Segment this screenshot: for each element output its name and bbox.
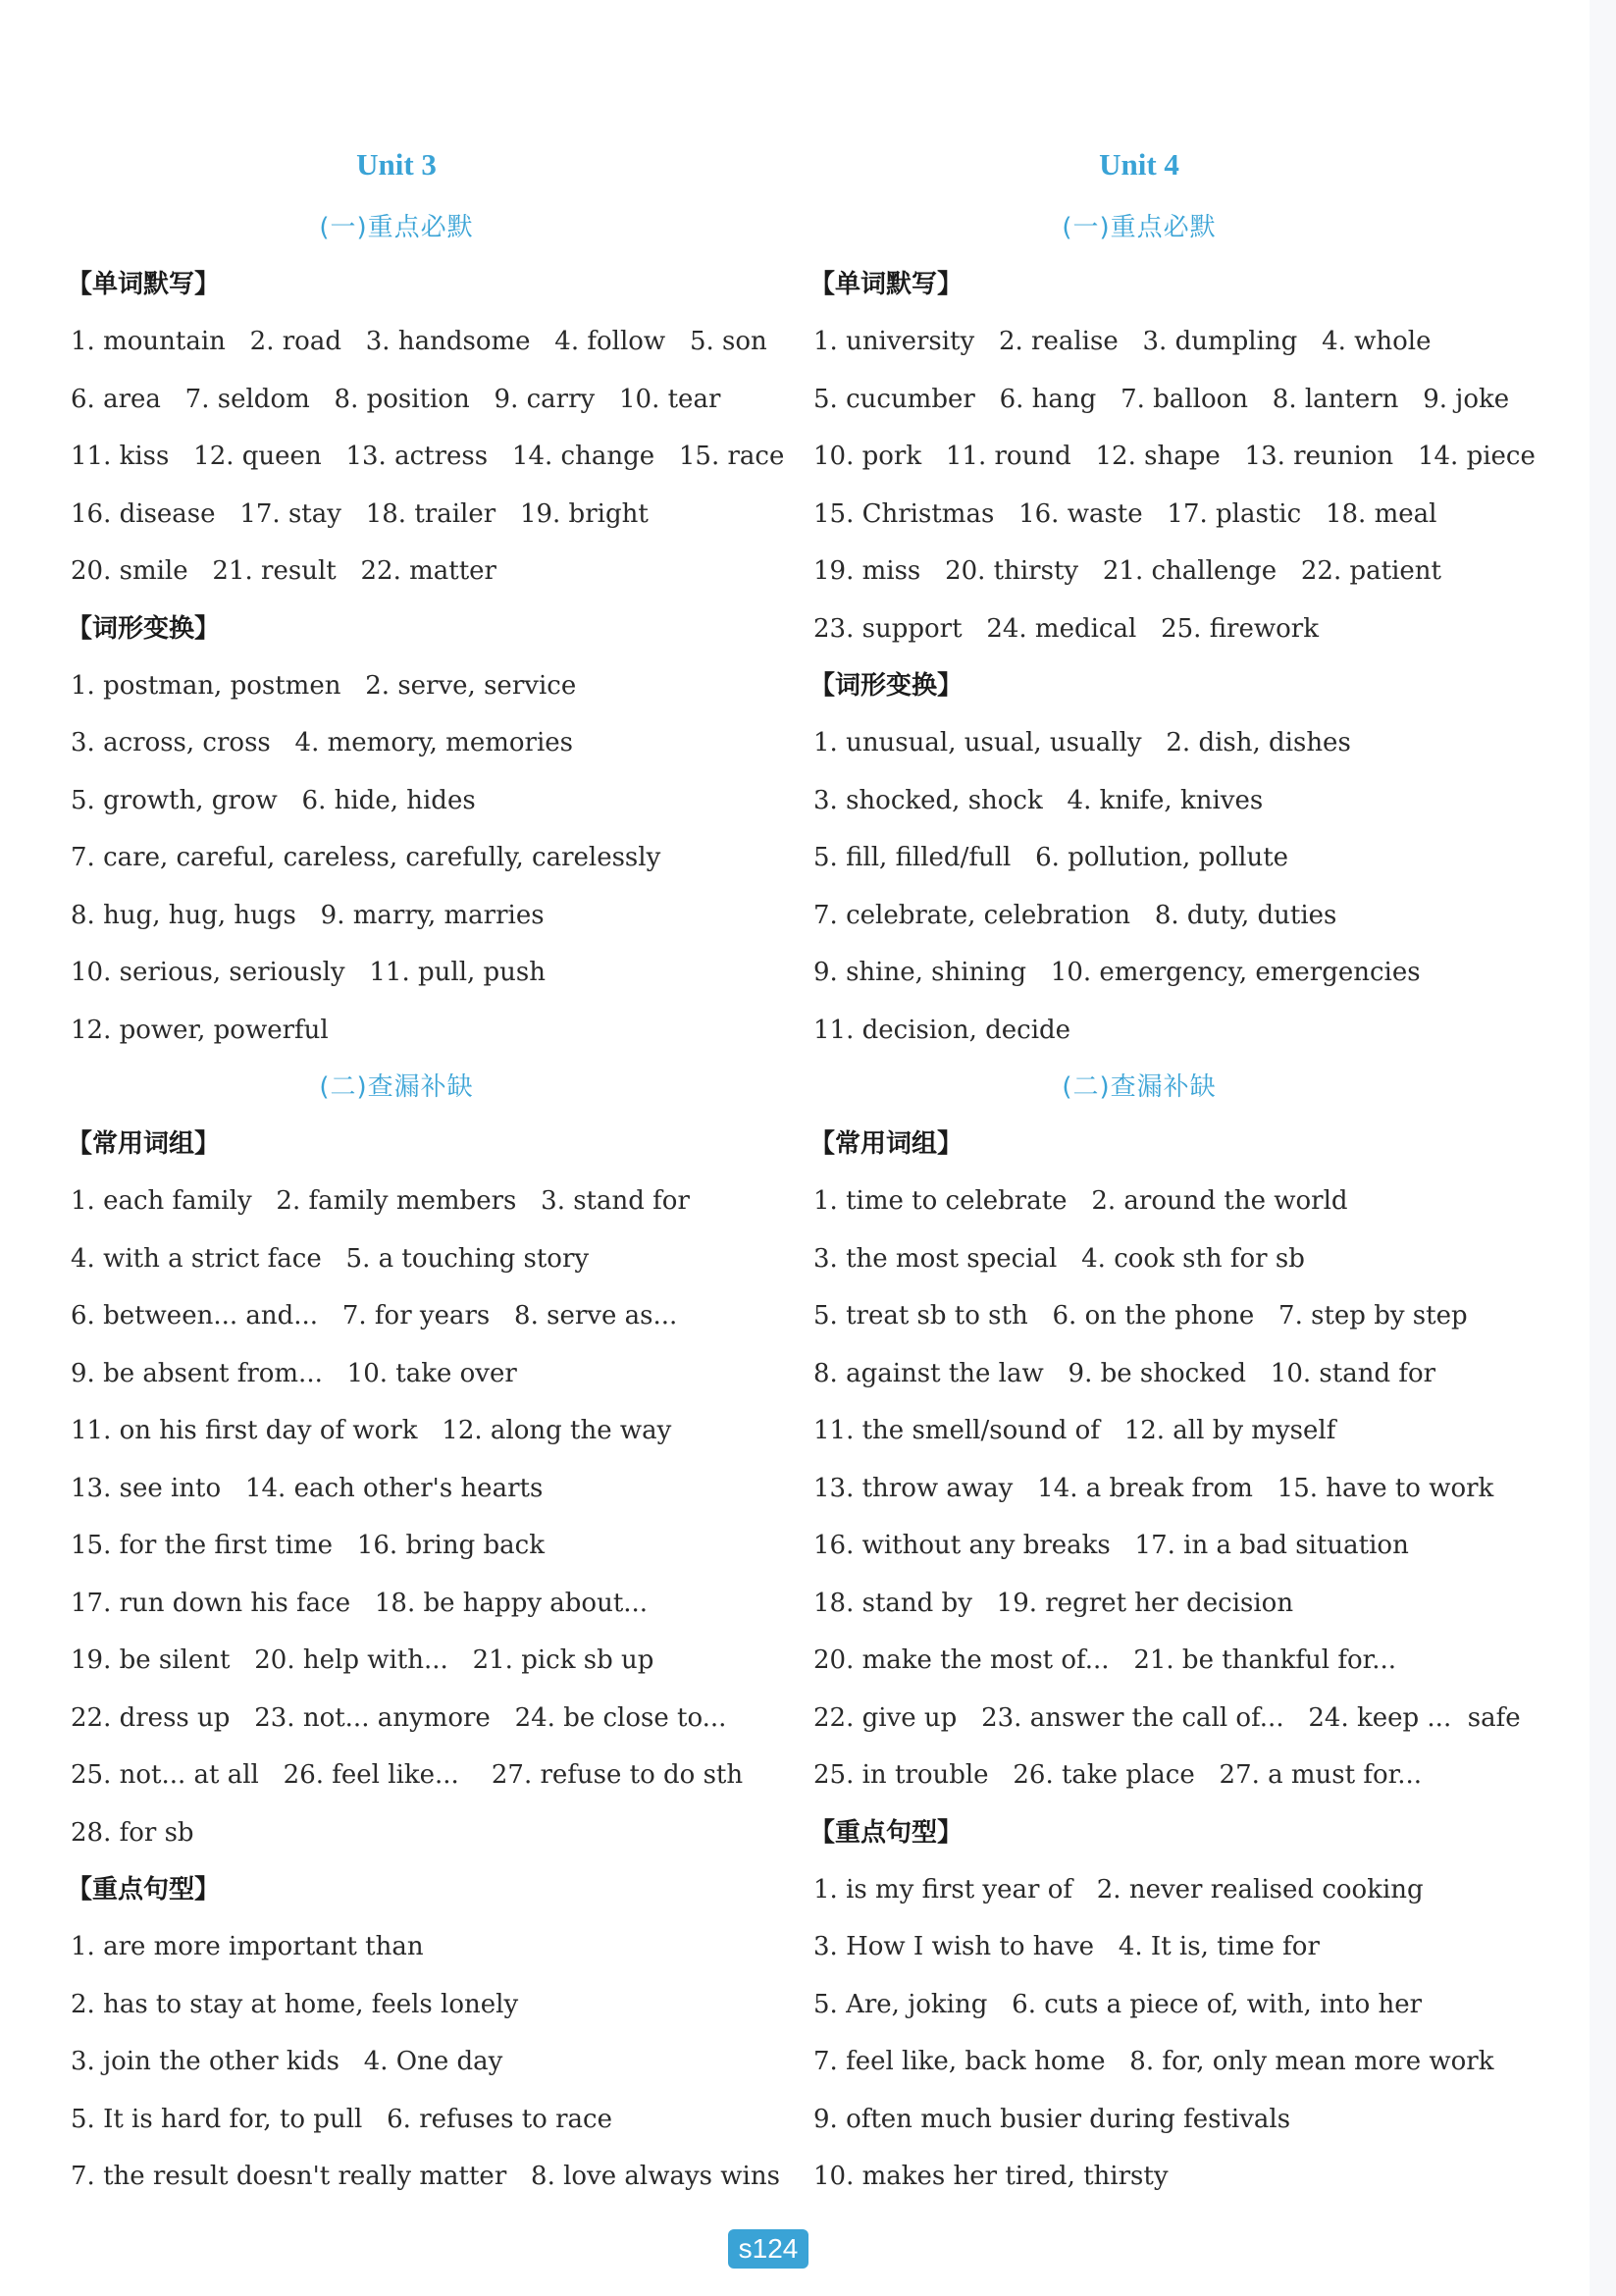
answer-line: 2. has to stay at home, feels lonely: [71, 1989, 519, 2019]
answer-line: 11. kiss 12. queen 13. actress 14. change 15. race: [71, 442, 785, 471]
block-heading: 【常用词组】: [809, 1129, 964, 1159]
answer-line: 3. across, cross 4. memory, memories: [71, 728, 573, 757]
answer-line: 7. the result doesn't really matter 8. love always wins: [71, 2162, 780, 2191]
answer-line: 16. without any breaks 17. in a bad situation: [813, 1531, 1409, 1560]
answer-line: 7. care, careful, careless, carefully, carelessly: [71, 843, 661, 872]
answer-line: 5. Are, joking 6. cuts a piece of, with, into her: [813, 1989, 1423, 2019]
answer-line: 22. dress up 23. not... anymore 24. be close to...: [71, 1702, 727, 1733]
answer-line: 15. Christmas 16. waste 17. plastic 18. meal: [813, 498, 1437, 529]
answer-line: 5. treat sb to sth 6. on the phone 7. step by step: [813, 1301, 1468, 1331]
answer-line: 10. makes her tired, thirsty: [813, 2162, 1169, 2191]
answer-line: 3. How I wish to have 4. It is, time for: [813, 1932, 1320, 1961]
block-heading: 【常用词组】: [67, 1129, 221, 1159]
answer-line: 18. stand by 19. regret her decision: [813, 1588, 1294, 1618]
answer-line: 19. be silent 20. help with... 21. pick sb up: [71, 1645, 654, 1675]
answer-line: 17. run down his face 18. be happy about...: [71, 1588, 649, 1618]
answer-line: 5. cucumber 6. hang 7. balloon 8. lantern 9. joke: [813, 384, 1510, 414]
answer-line: 10. pork 11. round 12. shape 13. reunion 14. piece: [813, 442, 1536, 471]
answer-line: 1. university 2. realise 3. dumpling 4. whole: [813, 327, 1432, 356]
answer-line: 15. for the first time 16. bring back: [71, 1531, 545, 1560]
answer-line: 1. is my first year of 2. never realised cooking: [813, 1874, 1424, 1905]
answer-line: 1. each family 2. family members 3. stand for: [71, 1186, 690, 1216]
answer-line: 11. the smell/sound of 12. all by myself: [813, 1416, 1336, 1445]
answer-line: 9. shine, shining 10. emergency, emergencies: [813, 958, 1421, 987]
right-blocks: [809, 199, 1539, 2206]
answer-line: 20. smile 21. result 22. matter: [71, 556, 496, 586]
block-heading: 【词形变换】: [67, 613, 221, 644]
answer-line: 11. decision, decide: [813, 1015, 1071, 1045]
column-unit-3: [67, 142, 787, 2206]
column-unit-4: [809, 142, 1539, 2206]
page-number-badge: s124: [728, 2229, 808, 2269]
left-blocks: [67, 199, 787, 2206]
answer-line: 20. make the most of... 21. be thankful for...: [813, 1645, 1397, 1675]
answer-line: 8. hug, hug, hugs 9. marry, marries: [71, 900, 545, 930]
answer-line: 6. area 7. seldom 8. position 9. carry 10. tear: [71, 384, 721, 414]
answer-line: 10. serious, seriously 11. pull, push: [71, 958, 547, 987]
answer-line: 9. be absent from... 10. take over: [71, 1358, 517, 1388]
answer-line: 25. not... at all 26. feel like... 27. refuse to do sth: [71, 1760, 744, 1790]
section-heading: (一)重点必默: [319, 213, 474, 242]
answer-line: 8. against the law 9. be shocked 10. stand for: [813, 1358, 1436, 1388]
page-margin-strip: [1590, 0, 1616, 2296]
answer-line: 11. on his first day of work 12. along the way: [71, 1416, 672, 1445]
block-heading: 【重点句型】: [809, 1817, 964, 1848]
section-heading: (二)查漏补缺: [319, 1072, 474, 1102]
unit-title: Unit 3: [356, 147, 437, 182]
answer-line: 6. between... and... 7. for years 8. serve as...: [71, 1301, 678, 1331]
answer-line: 5. It is hard for, to pull 6. refuses to race: [71, 2104, 612, 2134]
answer-line: 1. unusual, usual, usually 2. dish, dishes: [813, 728, 1351, 757]
block-heading: 【重点句型】: [67, 1875, 221, 1905]
answer-line: 13. see into 14. each other's hearts: [71, 1473, 544, 1503]
unit-title: Unit 4: [1099, 147, 1179, 182]
answer-line: 4. with a strict face 5. a touching story: [71, 1243, 590, 1274]
block-heading: 【词形变换】: [809, 671, 964, 701]
answer-line: 19. miss 20. thirsty 21. challenge 22. patient: [813, 556, 1441, 586]
answer-line: 13. throw away 14. a break from 15. have to work: [813, 1473, 1494, 1503]
answer-line: 1. mountain 2. road 3. handsome 4. follow 5. son: [71, 327, 767, 356]
answer-line: 1. time to celebrate 2. around the world: [813, 1186, 1348, 1216]
answer-line: 7. celebrate, celebration 8. duty, duties: [813, 900, 1337, 930]
answer-line: 16. disease 17. stay 18. trailer 19. bright: [71, 498, 649, 529]
block-heading: 【单词默写】: [809, 270, 964, 299]
answer-line: 5. fill, filled/full 6. pollution, pollute: [813, 843, 1289, 872]
answer-line: 3. the most special 4. cook sth for sb: [813, 1243, 1305, 1274]
answer-line: 12. power, powerful: [71, 1015, 329, 1045]
section-heading: (二)查漏补缺: [1062, 1072, 1217, 1102]
answer-line: 25. in trouble 26. take place 27. a must for...: [813, 1760, 1423, 1790]
answer-line: 3. shocked, shock 4. knife, knives: [813, 785, 1264, 815]
section-heading: (一)重点必默: [1062, 213, 1217, 242]
answer-line: 23. support 24. medical 25. firework: [813, 613, 1319, 644]
answer-line: 9. often much busier during festivals: [813, 2104, 1291, 2134]
answer-line: 3. join the other kids 4. One day: [71, 2047, 503, 2076]
block-heading: 【单词默写】: [67, 270, 221, 299]
answer-line: 5. growth, grow 6. hide, hides: [71, 785, 476, 815]
answer-line: 1. are more important than: [71, 1932, 424, 1961]
answer-line: 22. give up 23. answer the call of... 24. keep ... safe: [813, 1702, 1521, 1733]
answer-line: 1. postman, postmen 2. serve, service: [71, 670, 577, 701]
answer-line: 7. feel like, back home 8. for, only mean more work: [813, 2047, 1494, 2076]
answer-line: 28. for sb: [71, 1817, 194, 1848]
